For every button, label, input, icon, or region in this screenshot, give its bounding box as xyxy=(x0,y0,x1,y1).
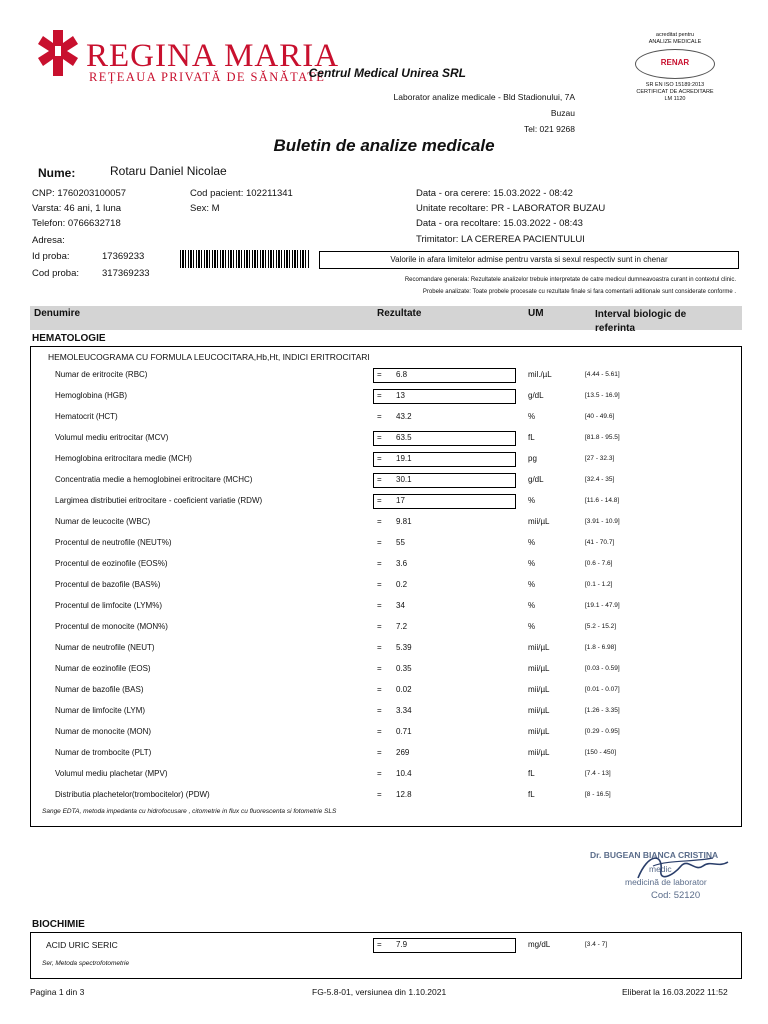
doctor-name: Dr. BUGEAN BIANCA CRISTINA xyxy=(590,850,719,860)
result-unit: fL xyxy=(528,790,535,799)
table-row xyxy=(30,578,742,599)
result-value: 0.02 xyxy=(396,685,412,694)
result-unit: % xyxy=(528,580,536,589)
accreditation-line4: CERTIFICAT DE ACREDITARE xyxy=(636,89,714,95)
result-eq: = xyxy=(377,559,382,568)
result-unit: mii/µL xyxy=(528,643,550,652)
result-unit: mii/µL xyxy=(528,685,550,694)
patient-name: Rotaru Daniel Nicolae xyxy=(110,164,227,178)
test-name: Distributia plachetelor(trombocitelor) (PDW) xyxy=(55,790,210,799)
reference-range: [11.6 - 14.8] xyxy=(585,497,620,504)
table-row xyxy=(30,683,742,704)
reference-range: [27 - 32.3] xyxy=(585,455,615,462)
result-box xyxy=(373,410,516,425)
col-range-header: Interval biologic de referinta xyxy=(595,309,687,334)
table-row xyxy=(30,767,742,788)
hematology-section: HEMATOLOGIE xyxy=(32,333,106,344)
reference-range: [7.4 - 13] xyxy=(585,770,611,777)
doctor-signature-stamp xyxy=(585,846,745,904)
col-unit-header: UM xyxy=(528,308,544,319)
referrer: Trimitator: LA CEREREA PACIENTULUI xyxy=(416,234,585,245)
result-box xyxy=(373,683,516,698)
result-box xyxy=(373,473,516,488)
reference-range: [0.1 - 1.2] xyxy=(585,581,613,588)
patient-address: Adresa: xyxy=(32,235,65,246)
result-eq: = xyxy=(377,580,382,589)
result-value: 5.39 xyxy=(396,643,412,652)
result-value: 0.71 xyxy=(396,727,412,736)
test-name: Procentul de neutrofile (NEUT%) xyxy=(55,538,172,547)
handwritten-signature-icon xyxy=(633,848,733,888)
result-unit: g/dL xyxy=(528,391,544,400)
reference-range: [19.1 - 47.9] xyxy=(585,602,620,609)
hematology-method: Sange EDTA, metoda impedanta cu hidrofocusare , citometrie in flux cu fluorescenta si fotometrie SLS xyxy=(42,808,337,815)
result-box xyxy=(373,431,516,446)
patient-phone: Telefon: 0766632718 xyxy=(32,218,121,229)
test-name: Volumul mediu eritrocitar (MCV) xyxy=(55,433,169,442)
result-eq: = xyxy=(377,454,382,463)
uric-acid-range: [3.4 - 7] xyxy=(585,941,608,948)
issued-date: Eliberat la 16.03.2022 11:52 xyxy=(622,987,728,997)
result-box xyxy=(373,641,516,656)
test-name: Concentratia medie a hemoglobinei eritrocitare (MCHC) xyxy=(55,475,253,484)
col-name-header: Denumire xyxy=(34,308,81,319)
lab-address-block xyxy=(394,89,575,137)
biochemistry-section: BIOCHIMIE xyxy=(32,919,85,930)
table-row xyxy=(30,620,742,641)
result-unit: % xyxy=(528,601,536,610)
renar-logo-icon xyxy=(635,49,715,79)
collection-unit: Unitate recoltare: PR - LABORATOR BUZAU xyxy=(416,203,606,214)
test-name: Numar de eozinofile (EOS) xyxy=(55,664,151,673)
result-box xyxy=(373,704,516,719)
result-eq: = xyxy=(377,433,382,442)
regina-maria-logo-icon xyxy=(38,30,78,76)
result-eq: = xyxy=(377,706,382,715)
result-unit: % xyxy=(528,622,536,631)
table-row xyxy=(30,557,742,578)
patient-sex: Sex: M xyxy=(190,203,220,214)
biochem-method: Ser, Metoda spectrofotometrie xyxy=(42,960,130,967)
result-box xyxy=(373,788,516,803)
out-of-range-box xyxy=(373,938,516,953)
sample-id-value: 17369233 xyxy=(102,251,145,262)
test-name: Numar de monocite (MON) xyxy=(55,727,152,736)
result-unit: mii/µL xyxy=(528,664,550,673)
result-unit: % xyxy=(528,538,536,547)
result-eq: = xyxy=(377,517,382,526)
table-row xyxy=(30,431,742,452)
name-label: Nume: xyxy=(38,166,76,180)
out-of-range-notice: Valorile in afara limitelor admise pentru varsta si sexul respectiv sunt in chenar xyxy=(319,251,739,269)
test-name: Numar de neutrofile (NEUT) xyxy=(55,643,155,652)
result-eq: = xyxy=(377,496,382,505)
test-name: Largimea distributiei eritrocitare - coeficient variatie (RDW) xyxy=(55,496,263,505)
reference-range: [4.44 - 5.61] xyxy=(585,371,620,378)
result-unit: mil./µL xyxy=(528,370,552,379)
table-bottom-border xyxy=(30,826,742,827)
table-row xyxy=(30,473,742,494)
brand-name: REGINA MARIA xyxy=(86,38,340,74)
request-date: Data - ora cerere: 15.03.2022 - 08:42 xyxy=(416,188,573,199)
reference-range: [41 - 70.7] xyxy=(585,539,615,546)
uric-acid-unit: mg/dL xyxy=(528,940,551,949)
test-name: Procentul de eozinofile (EOS%) xyxy=(55,559,168,568)
test-name: Procentul de bazofile (BAS%) xyxy=(55,580,161,589)
result-box xyxy=(373,452,516,467)
uric-acid-value: 7.9 xyxy=(396,940,408,949)
result-eq: = xyxy=(377,643,382,652)
result-value: 13 xyxy=(396,391,405,400)
brand-subtitle: REȚEAUA PRIVATĂ DE SĂNĂTATE xyxy=(89,70,326,84)
result-value: 55 xyxy=(396,538,405,547)
result-box xyxy=(373,620,516,635)
result-value: 19.1 xyxy=(396,454,412,463)
result-box xyxy=(373,578,516,593)
result-value: 0.35 xyxy=(396,664,412,673)
table-row xyxy=(30,599,742,620)
result-eq: = xyxy=(377,412,382,421)
result-box xyxy=(373,494,516,509)
accreditation-line3: SR EN ISO 15189:2013 xyxy=(645,82,705,88)
test-name: Numar de leucocite (WBC) xyxy=(55,517,151,526)
result-box xyxy=(373,368,516,383)
biochem-bottom-border xyxy=(30,978,742,979)
result-value: 0.2 xyxy=(396,580,408,589)
accreditation-line2: ANALIZE MEDICALE xyxy=(648,39,702,45)
result-value: 12.8 xyxy=(396,790,412,799)
result-unit: fL xyxy=(528,769,535,778)
reference-range: [1.8 - 6.98] xyxy=(585,644,617,651)
result-value: 3.6 xyxy=(396,559,408,568)
result-unit: % xyxy=(528,496,536,505)
result-eq: = xyxy=(377,664,382,673)
table-row xyxy=(30,410,742,431)
test-name: Hematocrit (HCT) xyxy=(55,412,118,421)
result-value: 17 xyxy=(396,496,405,505)
patient-age: Varsta: 46 ani, 1 luna xyxy=(32,203,122,214)
doctor-code: Cod: 52120 xyxy=(651,890,701,901)
patient-code: Cod pacient: 102211341 xyxy=(190,188,293,199)
result-eq: = xyxy=(377,790,382,799)
reference-range: [0.01 - 0.07] xyxy=(585,686,620,693)
test-name: Procentul de limfocite (LYM%) xyxy=(55,601,162,610)
sample-code-label: Cod proba: xyxy=(32,268,80,279)
test-name: Numar de eritrocite (RBC) xyxy=(55,370,148,379)
doctor-specialty: medicină de laborator xyxy=(625,877,707,887)
reference-range: [40 - 49.6] xyxy=(585,413,615,420)
accreditation-line1: acreditat pentru xyxy=(655,32,695,38)
result-box xyxy=(373,662,516,677)
lab-phone: Tel: 021 9268 xyxy=(523,124,575,134)
result-eq: = xyxy=(377,370,382,379)
page-number: Pagina 1 din 3 xyxy=(30,987,85,997)
reference-range: [1.26 - 3.35] xyxy=(585,707,620,714)
test-name: Volumul mediu plachetar (MPV) xyxy=(55,769,168,778)
uric-acid-eq: = xyxy=(377,940,382,949)
test-name: Procentul de monocite (MON%) xyxy=(55,622,168,631)
table-row xyxy=(30,662,742,683)
result-value: 43.2 xyxy=(396,412,412,421)
clinic-name: Centrul Medical Unirea SRL xyxy=(308,66,466,80)
document-title: Buletin de analize medicale xyxy=(273,136,495,155)
result-eq: = xyxy=(377,538,382,547)
result-eq: = xyxy=(377,769,382,778)
reference-range: [150 - 450] xyxy=(585,749,617,756)
result-value: 9.81 xyxy=(396,517,412,526)
recommendation-general: Recomandare generala: Rezultatele analizelor trebuie interpretate de catre medicul dumneavoastra curant in contextul clinic. xyxy=(404,277,736,283)
result-unit: pg xyxy=(528,454,537,463)
result-eq: = xyxy=(377,601,382,610)
section-divider xyxy=(30,346,742,347)
patient-cnp: CNP: 1760203100057 xyxy=(32,188,127,199)
result-eq: = xyxy=(377,685,382,694)
form-version: FG-5.8-01, versiunea din 1.10.2021 xyxy=(312,987,447,997)
lab-address: Laborator analize medicale - Bld Stadionului, 7A xyxy=(393,92,575,102)
table-row xyxy=(30,641,742,662)
sample-id-label: Id proba: xyxy=(32,251,70,262)
table-row xyxy=(30,515,742,536)
result-box xyxy=(373,515,516,530)
result-eq: = xyxy=(377,748,382,757)
result-value: 3.34 xyxy=(396,706,412,715)
accreditation-line5: LM 1120 xyxy=(664,96,686,102)
sample-code-value: 317369233 xyxy=(102,268,150,279)
accreditation-badge xyxy=(620,32,730,103)
result-value: 63.5 xyxy=(396,433,412,442)
result-unit: mii/µL xyxy=(528,517,550,526)
result-box xyxy=(373,557,516,572)
results-table-header xyxy=(30,306,742,334)
table-row xyxy=(30,536,742,557)
reference-range: [8 - 16.5] xyxy=(585,791,611,798)
reference-range: [3.91 - 10.9] xyxy=(585,518,620,525)
table-row xyxy=(30,704,742,725)
result-box xyxy=(373,725,516,740)
table-row xyxy=(30,494,742,515)
hemogram-panel-title: HEMOLEUCOGRAMA CU FORMULA LEUCOCITARA,Hb,Ht, INDICI ERITROCITARI xyxy=(48,352,370,362)
result-value: 269 xyxy=(396,748,410,757)
result-value: 30.1 xyxy=(396,475,412,484)
result-unit: % xyxy=(528,559,536,568)
test-name: Numar de trombocite (PLT) xyxy=(55,748,152,757)
result-value: 10.4 xyxy=(396,769,412,778)
result-unit: fL xyxy=(528,433,535,442)
table-row xyxy=(30,725,742,746)
result-value: 6.8 xyxy=(396,370,408,379)
result-eq: = xyxy=(377,622,382,631)
result-box xyxy=(373,599,516,614)
result-box xyxy=(373,767,516,782)
col-result-header: Rezultate xyxy=(377,308,422,319)
recommendation-samples: Probele analizate: Toate probele procesate cu rezultate finale si fara comentarii aditionale sunt considerate conforme . xyxy=(422,289,736,295)
uric-acid-test: ACID URIC SERIC xyxy=(46,940,118,950)
collection-date: Data - ora recoltare: 15.03.2022 - 08:43 xyxy=(416,218,583,229)
biochem-divider xyxy=(30,932,742,933)
reference-range: [13.5 - 16.9] xyxy=(585,392,620,399)
result-box xyxy=(373,389,516,404)
uric-acid-row xyxy=(30,938,742,959)
reference-range: [0.29 - 0.95] xyxy=(585,728,620,735)
result-value: 34 xyxy=(396,601,405,610)
result-unit: g/dL xyxy=(528,475,544,484)
test-name: Numar de limfocite (LYM) xyxy=(55,706,146,715)
table-row xyxy=(30,368,742,389)
reference-range: [0.03 - 0.59] xyxy=(585,665,620,672)
table-row xyxy=(30,452,742,473)
table-row xyxy=(30,746,742,767)
table-row xyxy=(30,389,742,410)
result-unit: % xyxy=(528,412,536,421)
reference-range: [0.6 - 7.6] xyxy=(585,560,613,567)
result-eq: = xyxy=(377,475,382,484)
test-name: Hemoglobina (HGB) xyxy=(55,391,128,400)
test-name: Hemoglobina eritrocitara medie (MCH) xyxy=(55,454,192,463)
renar-logo-text: RENAR xyxy=(660,58,690,67)
lab-city: Buzau xyxy=(550,108,575,118)
result-box xyxy=(373,536,516,551)
reference-range: [81.8 - 95.5] xyxy=(585,434,620,441)
reference-range: [32.4 - 35] xyxy=(585,476,615,483)
result-value: 7.2 xyxy=(396,622,408,631)
test-name: Numar de bazofile (BAS) xyxy=(55,685,144,694)
result-unit: mii/µL xyxy=(528,727,550,736)
doctor-title: medic xyxy=(649,864,672,874)
result-eq: = xyxy=(377,727,382,736)
sample-barcode xyxy=(180,250,310,268)
table-row xyxy=(30,788,742,809)
reference-range: [5.2 - 15.2] xyxy=(585,623,617,630)
result-unit: mii/µL xyxy=(528,748,550,757)
result-eq: = xyxy=(377,391,382,400)
result-unit: mii/µL xyxy=(528,706,550,715)
result-box xyxy=(373,746,516,761)
